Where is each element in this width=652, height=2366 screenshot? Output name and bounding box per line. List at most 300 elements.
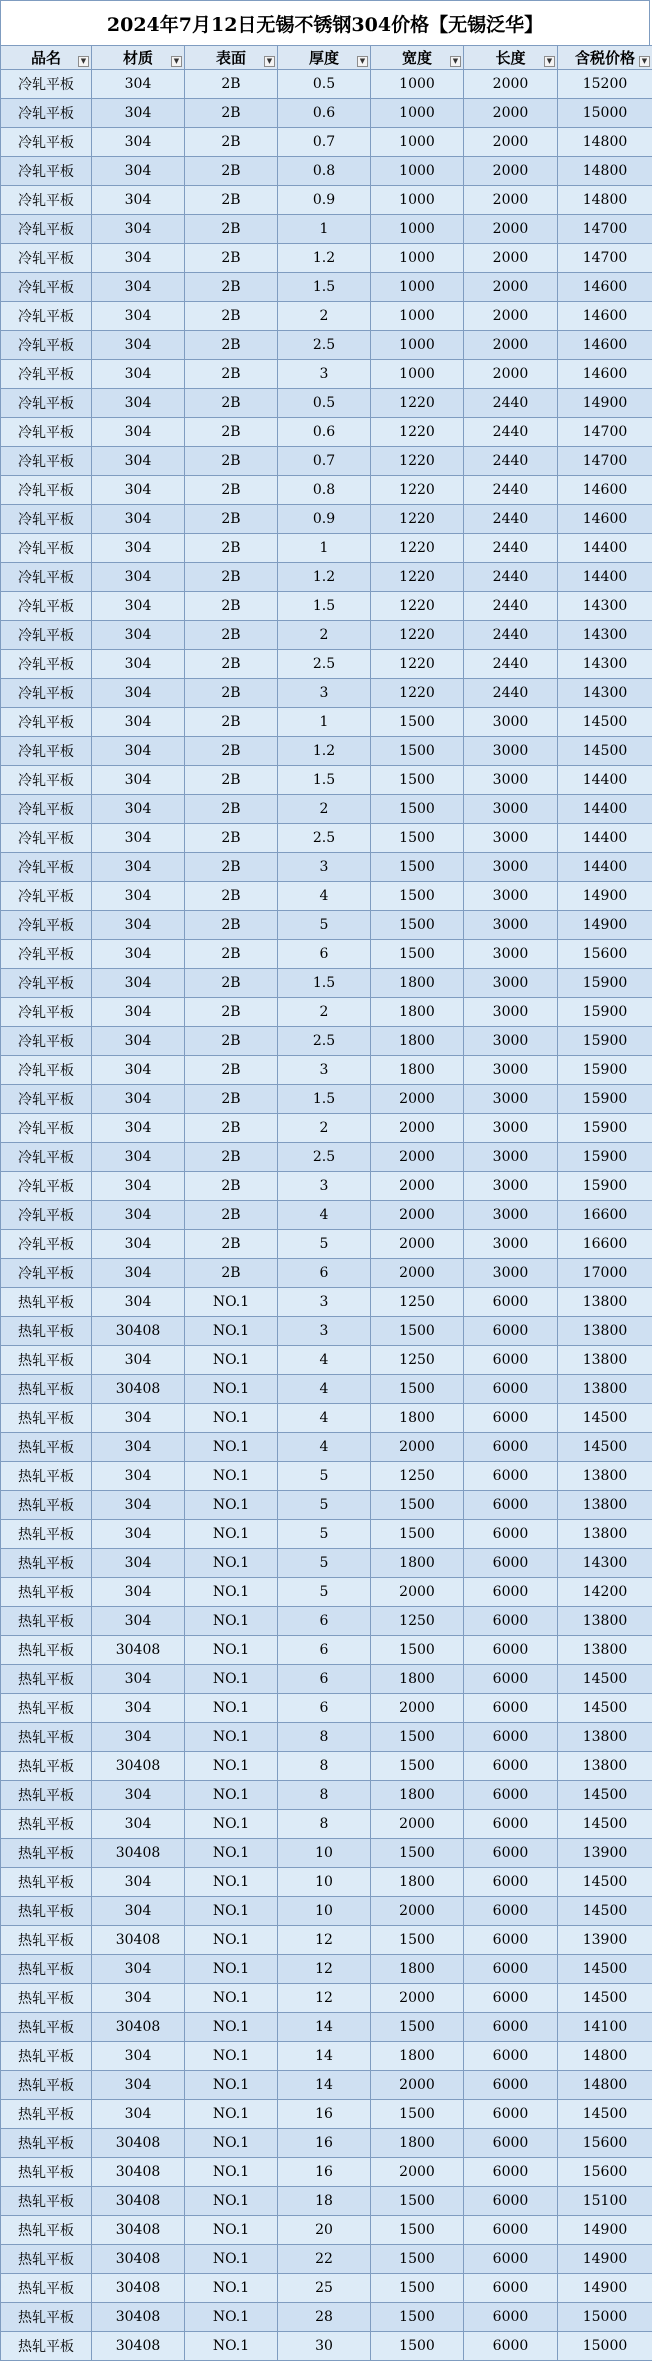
cell-surface[interactable]: NO.1	[185, 2042, 278, 2071]
cell-thickness[interactable]: 1.5	[278, 969, 371, 998]
cell-price[interactable]: 15900	[558, 1085, 652, 1114]
cell-price[interactable]: 13800	[558, 1375, 652, 1404]
cell-material[interactable]: 304	[92, 1027, 185, 1056]
cell-length[interactable]: 2000	[464, 273, 558, 302]
cell-width[interactable]: 1220	[371, 621, 464, 650]
cell-width[interactable]: 1500	[371, 1375, 464, 1404]
cell-price[interactable]: 15600	[558, 2158, 652, 2187]
cell-product[interactable]: 热轧平板	[1, 1433, 92, 1462]
cell-price[interactable]: 16600	[558, 1201, 652, 1230]
cell-price[interactable]: 13800	[558, 1346, 652, 1375]
cell-thickness[interactable]: 5	[278, 1549, 371, 1578]
cell-width[interactable]: 1250	[371, 1288, 464, 1317]
cell-material[interactable]: 304	[92, 1491, 185, 1520]
cell-thickness[interactable]: 3	[278, 1288, 371, 1317]
cell-thickness[interactable]: 6	[278, 1665, 371, 1694]
cell-material[interactable]: 304	[92, 1462, 185, 1491]
cell-length[interactable]: 6000	[464, 2013, 558, 2042]
cell-surface[interactable]: 2B	[185, 969, 278, 998]
cell-length[interactable]: 3000	[464, 998, 558, 1027]
cell-length[interactable]: 3000	[464, 1143, 558, 1172]
cell-surface[interactable]: 2B	[185, 1201, 278, 1230]
header-length[interactable]	[464, 46, 558, 70]
cell-price[interactable]: 13800	[558, 1723, 652, 1752]
cell-length[interactable]: 2000	[464, 186, 558, 215]
cell-thickness[interactable]: 1	[278, 534, 371, 563]
cell-product[interactable]: 热轧平板	[1, 1404, 92, 1433]
cell-width[interactable]: 2000	[371, 1143, 464, 1172]
cell-product[interactable]: 冷轧平板	[1, 215, 92, 244]
cell-product[interactable]: 冷轧平板	[1, 505, 92, 534]
cell-thickness[interactable]: 25	[278, 2274, 371, 2303]
cell-product[interactable]: 冷轧平板	[1, 940, 92, 969]
cell-material[interactable]: 304	[92, 1346, 185, 1375]
cell-thickness[interactable]: 2	[278, 795, 371, 824]
cell-product[interactable]: 热轧平板	[1, 1897, 92, 1926]
cell-thickness[interactable]: 0.8	[278, 476, 371, 505]
cell-product[interactable]: 热轧平板	[1, 1375, 92, 1404]
header-thickness[interactable]	[278, 46, 371, 70]
cell-product[interactable]: 冷轧平板	[1, 476, 92, 505]
cell-width[interactable]: 1000	[371, 273, 464, 302]
cell-product[interactable]: 冷轧平板	[1, 331, 92, 360]
cell-price[interactable]: 14600	[558, 273, 652, 302]
cell-length[interactable]: 6000	[464, 1549, 558, 1578]
cell-width[interactable]: 1000	[371, 99, 464, 128]
cell-product[interactable]: 冷轧平板	[1, 737, 92, 766]
cell-thickness[interactable]: 14	[278, 2071, 371, 2100]
cell-surface[interactable]: 2B	[185, 99, 278, 128]
cell-price[interactable]: 14700	[558, 447, 652, 476]
cell-material[interactable]: 304	[92, 1056, 185, 1085]
cell-price[interactable]: 13800	[558, 1607, 652, 1636]
cell-price[interactable]: 16600	[558, 1230, 652, 1259]
cell-price[interactable]: 13800	[558, 1288, 652, 1317]
cell-length[interactable]: 2440	[464, 563, 558, 592]
cell-surface[interactable]: 2B	[185, 853, 278, 882]
cell-product[interactable]: 冷轧平板	[1, 1201, 92, 1230]
cell-product[interactable]: 冷轧平板	[1, 447, 92, 476]
filter-dropdown-icon[interactable]: ▼	[78, 56, 89, 67]
cell-material[interactable]: 304	[92, 1897, 185, 1926]
cell-thickness[interactable]: 0.5	[278, 70, 371, 99]
cell-product[interactable]: 热轧平板	[1, 2216, 92, 2245]
cell-surface[interactable]: NO.1	[185, 1955, 278, 1984]
cell-surface[interactable]: NO.1	[185, 2216, 278, 2245]
cell-surface[interactable]: NO.1	[185, 2332, 278, 2361]
cell-length[interactable]: 6000	[464, 2187, 558, 2216]
cell-surface[interactable]: 2B	[185, 911, 278, 940]
cell-length[interactable]: 2440	[464, 505, 558, 534]
cell-thickness[interactable]: 1.2	[278, 563, 371, 592]
cell-length[interactable]: 6000	[464, 1781, 558, 1810]
cell-width[interactable]: 1800	[371, 1549, 464, 1578]
cell-material[interactable]: 304	[92, 621, 185, 650]
cell-width[interactable]: 1000	[371, 331, 464, 360]
cell-surface[interactable]: NO.1	[185, 1926, 278, 1955]
cell-surface[interactable]: NO.1	[185, 1984, 278, 2013]
cell-product[interactable]: 热轧平板	[1, 1810, 92, 1839]
cell-thickness[interactable]: 1	[278, 708, 371, 737]
cell-thickness[interactable]: 3	[278, 1317, 371, 1346]
cell-thickness[interactable]: 3	[278, 679, 371, 708]
cell-length[interactable]: 2440	[464, 621, 558, 650]
cell-price[interactable]: 14400	[558, 795, 652, 824]
cell-length[interactable]: 6000	[464, 1578, 558, 1607]
cell-surface[interactable]: 2B	[185, 679, 278, 708]
cell-product[interactable]: 热轧平板	[1, 1462, 92, 1491]
cell-surface[interactable]: 2B	[185, 1143, 278, 1172]
cell-product[interactable]: 冷轧平板	[1, 273, 92, 302]
cell-width[interactable]: 1220	[371, 418, 464, 447]
cell-surface[interactable]: NO.1	[185, 1636, 278, 1665]
header-width[interactable]	[371, 46, 464, 70]
cell-thickness[interactable]: 0.6	[278, 99, 371, 128]
cell-length[interactable]: 3000	[464, 911, 558, 940]
cell-width[interactable]: 1500	[371, 2187, 464, 2216]
cell-product[interactable]: 冷轧平板	[1, 882, 92, 911]
cell-price[interactable]: 15200	[558, 70, 652, 99]
cell-length[interactable]: 6000	[464, 1752, 558, 1781]
cell-price[interactable]: 14500	[558, 2100, 652, 2129]
cell-width[interactable]: 1000	[371, 157, 464, 186]
cell-width[interactable]: 1800	[371, 1404, 464, 1433]
cell-surface[interactable]: 2B	[185, 505, 278, 534]
cell-price[interactable]: 14700	[558, 418, 652, 447]
cell-length[interactable]: 3000	[464, 1027, 558, 1056]
cell-surface[interactable]: 2B	[185, 157, 278, 186]
cell-material[interactable]: 304	[92, 128, 185, 157]
cell-price[interactable]: 15000	[558, 2303, 652, 2332]
cell-width[interactable]: 1500	[371, 2303, 464, 2332]
cell-surface[interactable]: NO.1	[185, 1288, 278, 1317]
cell-length[interactable]: 3000	[464, 1201, 558, 1230]
cell-material[interactable]: 304	[92, 940, 185, 969]
cell-thickness[interactable]: 22	[278, 2245, 371, 2274]
cell-length[interactable]: 6000	[464, 1433, 558, 1462]
cell-material[interactable]: 304	[92, 2071, 185, 2100]
cell-length[interactable]: 2000	[464, 215, 558, 244]
cell-material[interactable]: 304	[92, 1172, 185, 1201]
cell-product[interactable]: 热轧平板	[1, 2187, 92, 2216]
cell-price[interactable]: 15900	[558, 1172, 652, 1201]
cell-surface[interactable]: NO.1	[185, 1375, 278, 1404]
cell-price[interactable]: 14500	[558, 1404, 652, 1433]
filter-dropdown-icon[interactable]: ▼	[450, 56, 461, 67]
cell-surface[interactable]: 2B	[185, 215, 278, 244]
cell-thickness[interactable]: 2.5	[278, 331, 371, 360]
cell-thickness[interactable]: 0.6	[278, 418, 371, 447]
cell-width[interactable]: 2000	[371, 1085, 464, 1114]
cell-thickness[interactable]: 4	[278, 1433, 371, 1462]
cell-surface[interactable]: 2B	[185, 737, 278, 766]
cell-product[interactable]: 冷轧平板	[1, 244, 92, 273]
cell-surface[interactable]: 2B	[185, 331, 278, 360]
cell-product[interactable]: 冷轧平板	[1, 650, 92, 679]
cell-material[interactable]: 304	[92, 592, 185, 621]
cell-length[interactable]: 3000	[464, 1114, 558, 1143]
cell-surface[interactable]: NO.1	[185, 1781, 278, 1810]
cell-length[interactable]: 6000	[464, 1636, 558, 1665]
cell-thickness[interactable]: 1	[278, 215, 371, 244]
cell-product[interactable]: 热轧平板	[1, 2158, 92, 2187]
cell-surface[interactable]: 2B	[185, 998, 278, 1027]
cell-width[interactable]: 1500	[371, 853, 464, 882]
cell-width[interactable]: 1000	[371, 215, 464, 244]
cell-surface[interactable]: 2B	[185, 128, 278, 157]
cell-material[interactable]: 304	[92, 563, 185, 592]
cell-width[interactable]: 1500	[371, 940, 464, 969]
cell-width[interactable]: 1000	[371, 186, 464, 215]
filter-dropdown-icon[interactable]: ▼	[357, 56, 368, 67]
filter-dropdown-icon[interactable]: ▼	[264, 56, 275, 67]
cell-price[interactable]: 14500	[558, 1955, 652, 1984]
cell-thickness[interactable]: 5	[278, 1491, 371, 1520]
cell-material[interactable]: 30408	[92, 2158, 185, 2187]
cell-width[interactable]: 1500	[371, 1723, 464, 1752]
cell-surface[interactable]: 2B	[185, 302, 278, 331]
cell-material[interactable]: 304	[92, 882, 185, 911]
cell-length[interactable]: 2000	[464, 360, 558, 389]
cell-product[interactable]: 冷轧平板	[1, 1085, 92, 1114]
cell-length[interactable]: 6000	[464, 1897, 558, 1926]
cell-width[interactable]: 1800	[371, 1781, 464, 1810]
cell-thickness[interactable]: 2	[278, 302, 371, 331]
cell-material[interactable]: 304	[92, 708, 185, 737]
cell-width[interactable]: 1250	[371, 1462, 464, 1491]
cell-price[interactable]: 13800	[558, 1520, 652, 1549]
cell-length[interactable]: 3000	[464, 1259, 558, 1288]
cell-width[interactable]: 1220	[371, 650, 464, 679]
cell-surface[interactable]: 2B	[185, 592, 278, 621]
cell-width[interactable]: 1220	[371, 679, 464, 708]
cell-length[interactable]: 2440	[464, 447, 558, 476]
cell-thickness[interactable]: 0.8	[278, 157, 371, 186]
cell-width[interactable]: 2000	[371, 2071, 464, 2100]
cell-material[interactable]: 304	[92, 1404, 185, 1433]
cell-surface[interactable]: 2B	[185, 273, 278, 302]
cell-price[interactable]: 14900	[558, 2245, 652, 2274]
cell-price[interactable]: 13900	[558, 1839, 652, 1868]
cell-surface[interactable]: NO.1	[185, 1665, 278, 1694]
cell-length[interactable]: 6000	[464, 1926, 558, 1955]
cell-material[interactable]: 304	[92, 998, 185, 1027]
cell-length[interactable]: 2000	[464, 331, 558, 360]
cell-surface[interactable]: NO.1	[185, 2303, 278, 2332]
cell-material[interactable]: 304	[92, 679, 185, 708]
cell-product[interactable]: 热轧平板	[1, 1317, 92, 1346]
cell-material[interactable]: 304	[92, 1114, 185, 1143]
filter-dropdown-icon[interactable]: ▼	[544, 56, 555, 67]
cell-thickness[interactable]: 2.5	[278, 824, 371, 853]
cell-width[interactable]: 1000	[371, 302, 464, 331]
cell-thickness[interactable]: 4	[278, 1201, 371, 1230]
cell-surface[interactable]: NO.1	[185, 1897, 278, 1926]
cell-material[interactable]: 30408	[92, 2216, 185, 2245]
cell-price[interactable]: 15900	[558, 1114, 652, 1143]
cell-thickness[interactable]: 4	[278, 882, 371, 911]
cell-material[interactable]: 304	[92, 476, 185, 505]
cell-width[interactable]: 1800	[371, 1056, 464, 1085]
cell-material[interactable]: 304	[92, 534, 185, 563]
cell-material[interactable]: 304	[92, 1201, 185, 1230]
cell-length[interactable]: 2000	[464, 157, 558, 186]
cell-price[interactable]: 14300	[558, 1549, 652, 1578]
cell-width[interactable]: 1000	[371, 360, 464, 389]
cell-price[interactable]: 14900	[558, 882, 652, 911]
cell-price[interactable]: 17000	[558, 1259, 652, 1288]
cell-product[interactable]: 冷轧平板	[1, 1230, 92, 1259]
cell-product[interactable]: 热轧平板	[1, 1926, 92, 1955]
cell-surface[interactable]: 2B	[185, 360, 278, 389]
cell-price[interactable]: 14500	[558, 1868, 652, 1897]
cell-price[interactable]: 13800	[558, 1317, 652, 1346]
filter-dropdown-icon[interactable]: ▼	[171, 56, 182, 67]
cell-surface[interactable]: NO.1	[185, 2158, 278, 2187]
cell-price[interactable]: 15600	[558, 2129, 652, 2158]
cell-price[interactable]: 14800	[558, 186, 652, 215]
cell-price[interactable]: 14600	[558, 302, 652, 331]
cell-thickness[interactable]: 18	[278, 2187, 371, 2216]
cell-width[interactable]: 2000	[371, 1694, 464, 1723]
cell-product[interactable]: 热轧平板	[1, 1636, 92, 1665]
cell-surface[interactable]: 2B	[185, 1230, 278, 1259]
cell-length[interactable]: 6000	[464, 1607, 558, 1636]
cell-product[interactable]: 热轧平板	[1, 1578, 92, 1607]
cell-thickness[interactable]: 1.2	[278, 737, 371, 766]
cell-length[interactable]: 2440	[464, 592, 558, 621]
cell-thickness[interactable]: 0.7	[278, 128, 371, 157]
cell-length[interactable]: 6000	[464, 2071, 558, 2100]
cell-width[interactable]: 1250	[371, 1607, 464, 1636]
cell-width[interactable]: 1500	[371, 1491, 464, 1520]
cell-length[interactable]: 6000	[464, 1955, 558, 1984]
cell-product[interactable]: 热轧平板	[1, 1694, 92, 1723]
cell-product[interactable]: 热轧平板	[1, 1984, 92, 2013]
cell-product[interactable]: 热轧平板	[1, 1491, 92, 1520]
cell-length[interactable]: 6000	[464, 1375, 558, 1404]
cell-length[interactable]: 3000	[464, 824, 558, 853]
cell-thickness[interactable]: 0.9	[278, 505, 371, 534]
cell-material[interactable]: 30408	[92, 1317, 185, 1346]
cell-material[interactable]: 304	[92, 505, 185, 534]
cell-surface[interactable]: NO.1	[185, 2071, 278, 2100]
cell-length[interactable]: 6000	[464, 2042, 558, 2071]
cell-thickness[interactable]: 20	[278, 2216, 371, 2245]
cell-surface[interactable]: NO.1	[185, 1346, 278, 1375]
cell-width[interactable]: 1220	[371, 563, 464, 592]
cell-thickness[interactable]: 3	[278, 360, 371, 389]
cell-width[interactable]: 1500	[371, 1752, 464, 1781]
cell-surface[interactable]: 2B	[185, 824, 278, 853]
cell-thickness[interactable]: 10	[278, 1839, 371, 1868]
cell-surface[interactable]: NO.1	[185, 1868, 278, 1897]
cell-price[interactable]: 15900	[558, 1027, 652, 1056]
cell-material[interactable]: 304	[92, 331, 185, 360]
cell-thickness[interactable]: 8	[278, 1723, 371, 1752]
cell-length[interactable]: 6000	[464, 1694, 558, 1723]
cell-price[interactable]: 15900	[558, 969, 652, 998]
cell-material[interactable]: 304	[92, 1607, 185, 1636]
cell-material[interactable]: 304	[92, 969, 185, 998]
cell-length[interactable]: 2440	[464, 476, 558, 505]
cell-width[interactable]: 1500	[371, 795, 464, 824]
cell-thickness[interactable]: 14	[278, 2042, 371, 2071]
cell-thickness[interactable]: 6	[278, 1694, 371, 1723]
cell-material[interactable]: 304	[92, 1984, 185, 2013]
cell-product[interactable]: 冷轧平板	[1, 824, 92, 853]
cell-material[interactable]: 30408	[92, 2303, 185, 2332]
cell-width[interactable]: 1500	[371, 911, 464, 940]
cell-material[interactable]: 304	[92, 447, 185, 476]
cell-product[interactable]: 冷轧平板	[1, 389, 92, 418]
cell-price[interactable]: 14300	[558, 679, 652, 708]
cell-material[interactable]: 30408	[92, 2245, 185, 2274]
cell-width[interactable]: 1220	[371, 389, 464, 418]
cell-material[interactable]: 304	[92, 157, 185, 186]
cell-price[interactable]: 14400	[558, 563, 652, 592]
cell-length[interactable]: 2440	[464, 679, 558, 708]
cell-price[interactable]: 14400	[558, 534, 652, 563]
cell-thickness[interactable]: 2	[278, 1114, 371, 1143]
cell-product[interactable]: 热轧平板	[1, 1607, 92, 1636]
cell-price[interactable]: 14500	[558, 1781, 652, 1810]
cell-thickness[interactable]: 6	[278, 1259, 371, 1288]
cell-price[interactable]: 14300	[558, 621, 652, 650]
filter-dropdown-icon[interactable]: ▼	[639, 56, 650, 67]
cell-thickness[interactable]: 1.5	[278, 273, 371, 302]
cell-product[interactable]: 热轧平板	[1, 1665, 92, 1694]
cell-product[interactable]: 热轧平板	[1, 1955, 92, 1984]
cell-product[interactable]: 冷轧平板	[1, 302, 92, 331]
cell-length[interactable]: 3000	[464, 853, 558, 882]
cell-material[interactable]: 304	[92, 1781, 185, 1810]
cell-product[interactable]: 冷轧平板	[1, 969, 92, 998]
cell-product[interactable]: 热轧平板	[1, 1520, 92, 1549]
cell-material[interactable]: 304	[92, 1433, 185, 1462]
cell-product[interactable]: 冷轧平板	[1, 621, 92, 650]
cell-length[interactable]: 6000	[464, 2303, 558, 2332]
cell-length[interactable]: 6000	[464, 1404, 558, 1433]
cell-price[interactable]: 13800	[558, 1462, 652, 1491]
cell-price[interactable]: 14500	[558, 1984, 652, 2013]
cell-product[interactable]: 热轧平板	[1, 1346, 92, 1375]
cell-product[interactable]: 冷轧平板	[1, 592, 92, 621]
cell-price[interactable]: 14200	[558, 1578, 652, 1607]
cell-material[interactable]: 304	[92, 2042, 185, 2071]
cell-price[interactable]: 14600	[558, 476, 652, 505]
cell-width[interactable]: 2000	[371, 1984, 464, 2013]
cell-length[interactable]: 6000	[464, 1317, 558, 1346]
cell-surface[interactable]: NO.1	[185, 1462, 278, 1491]
cell-width[interactable]: 1000	[371, 128, 464, 157]
cell-product[interactable]: 冷轧平板	[1, 911, 92, 940]
cell-surface[interactable]: 2B	[185, 766, 278, 795]
cell-width[interactable]: 2000	[371, 1578, 464, 1607]
cell-price[interactable]: 14900	[558, 2274, 652, 2303]
cell-surface[interactable]: NO.1	[185, 1520, 278, 1549]
cell-surface[interactable]: 2B	[185, 1027, 278, 1056]
cell-thickness[interactable]: 4	[278, 1346, 371, 1375]
cell-product[interactable]: 冷轧平板	[1, 708, 92, 737]
cell-material[interactable]: 30408	[92, 2013, 185, 2042]
cell-price[interactable]: 14600	[558, 360, 652, 389]
cell-price[interactable]: 15100	[558, 2187, 652, 2216]
cell-price[interactable]: 14700	[558, 215, 652, 244]
cell-product[interactable]: 热轧平板	[1, 1288, 92, 1317]
cell-product[interactable]: 冷轧平板	[1, 418, 92, 447]
cell-product[interactable]: 冷轧平板	[1, 766, 92, 795]
